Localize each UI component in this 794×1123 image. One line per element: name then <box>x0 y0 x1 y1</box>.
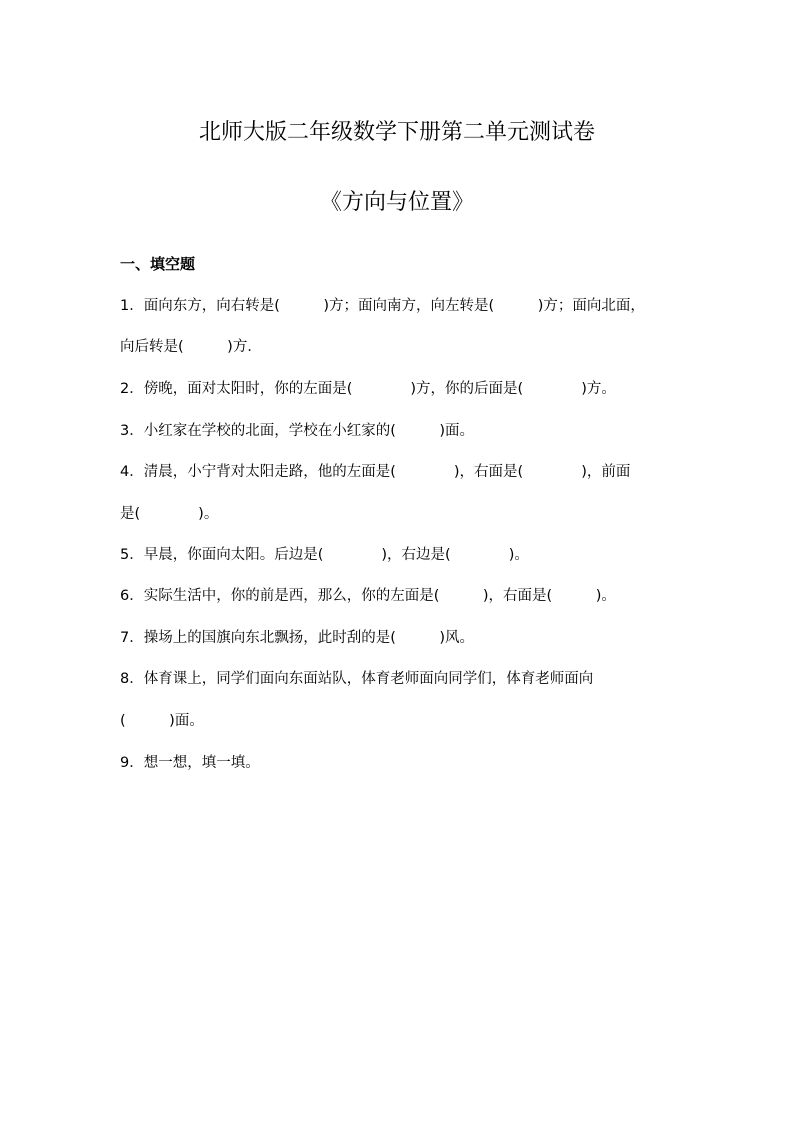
question-line: 5．早晨，你面向太阳。后边是( )，右边是( )。 <box>120 547 529 563</box>
page-subtitle: 《方向与位置》 <box>319 190 474 215</box>
question-line: 1．面向东方，向右转是( )方；面向南方，向左转是( )方；面向北面， <box>120 298 645 314</box>
question-line: 4．清晨，小宁背对太阳走路，他的左面是( )，右面是( )，前面 <box>120 464 631 480</box>
question-line: 是( )。 <box>120 506 219 522</box>
question-line: 3．小红家在学校的北面，学校在小红家的( )面。 <box>120 423 475 439</box>
question-line: 6．实际生活中，你的前是西，那么，你的左面是( )，右面是( )。 <box>120 588 616 604</box>
question-line: 9．想一想，填一填。 <box>120 755 260 771</box>
question-line: ( )面。 <box>120 713 204 729</box>
page-title: 北师大版二年级数学下册第二单元测试卷 <box>198 120 595 145</box>
question-line: 8．体育课上，同学们面向东面站队，体育老师面向同学们，体育老师面向 <box>120 671 594 687</box>
question-line: 2．傍晚，面对太阳时，你的左面是( )方，你的后面是( )方。 <box>120 381 616 397</box>
question-line: 向后转是( )方． <box>120 339 262 355</box>
section-heading: 一、填空题 <box>120 255 196 273</box>
question-line: 7．操场上的国旗向东北飘扬，此时刮的是( )风。 <box>120 630 475 646</box>
